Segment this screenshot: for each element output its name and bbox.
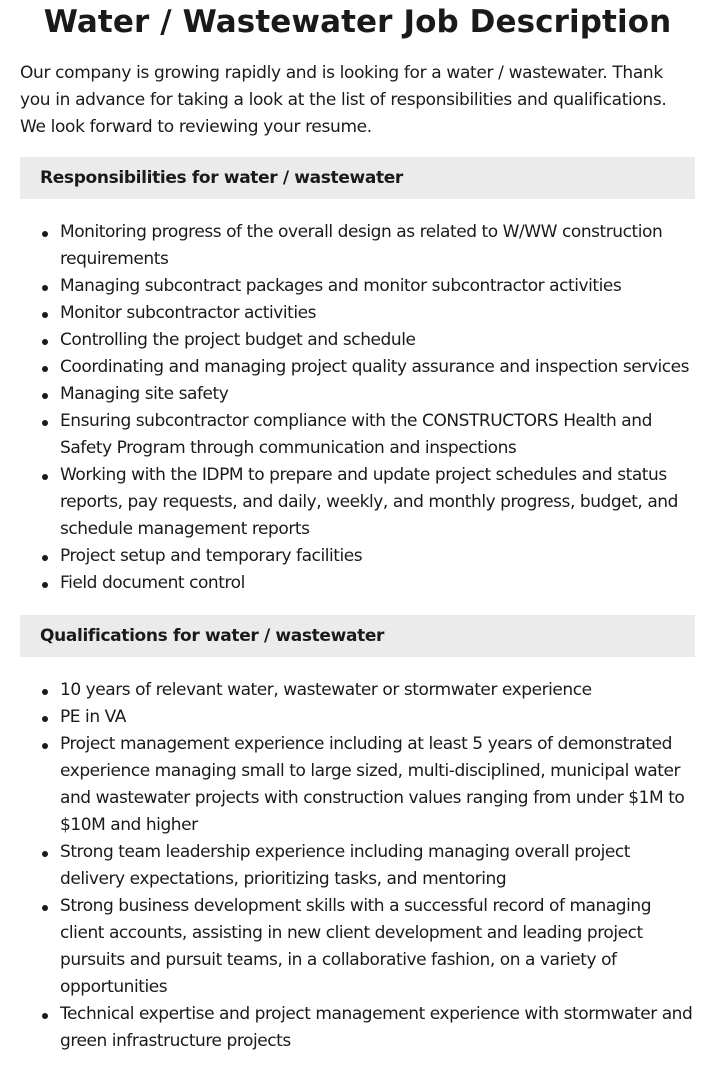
responsibility-item: Monitor subcontractor activities [60,300,695,327]
responsibility-item: Monitoring progress of the overall design as related to W/WW construction requirements [60,219,695,273]
qualification-item: Strong team leadership experience including managing overall project delivery expectations, prioritizing tasks, and mentoring [60,839,695,893]
qualifications-heading: Qualifications for water / wastewater [20,615,695,657]
responsibilities-heading: Responsibilities for water / wastewater [20,157,695,199]
responsibility-item: Project setup and temporary facilities [60,543,695,570]
responsibility-item: Coordinating and managing project quality assurance and inspection services [60,354,695,381]
qualification-item: PE in VA [60,704,695,731]
qualification-item: Project management experience including at least 5 years of demonstrated experience managing small to large sized, multi-disciplined, municipal water and wastewater projects with construction values ranging from under $1M to $10M and higher [60,731,695,839]
qualification-item: Strong business development skills with a successful record of managing client accounts, assisting in new client development and leading project pursuits and pursuit teams, in a collaborative fashion, on a variety of opportunities [60,893,695,1001]
page-title: Water / Wastewater Job Description [43,4,672,40]
responsibilities-list [20,219,695,597]
qualification-item: Technical expertise and project management experience with stormwater and green infrastructure projects [60,1001,695,1055]
responsibility-item: Ensuring subcontractor compliance with the CONSTRUCTORS Health and Safety Program through communication and inspections [60,408,695,462]
responsibility-item: Controlling the project budget and schedule [60,327,695,354]
qualification-item: 10 years of relevant water, wastewater or stormwater experience [60,677,695,704]
responsibility-item: Field document control [60,570,695,597]
responsibility-item: Working with the IDPM to prepare and update project schedules and status reports, pay requests, and daily, weekly, and monthly progress, budget, and schedule management reports [60,462,695,543]
qualifications-list [20,677,695,1055]
intro-paragraph: Our company is growing rapidly and is looking for a water / wastewater. Thank you in advance for taking a look at the list of responsibilities and qualifications. We look forward to reviewing your resume. [20,63,667,137]
responsibility-item: Managing site safety [60,381,695,408]
responsibility-item: Managing subcontract packages and monitor subcontractor activities [60,273,695,300]
